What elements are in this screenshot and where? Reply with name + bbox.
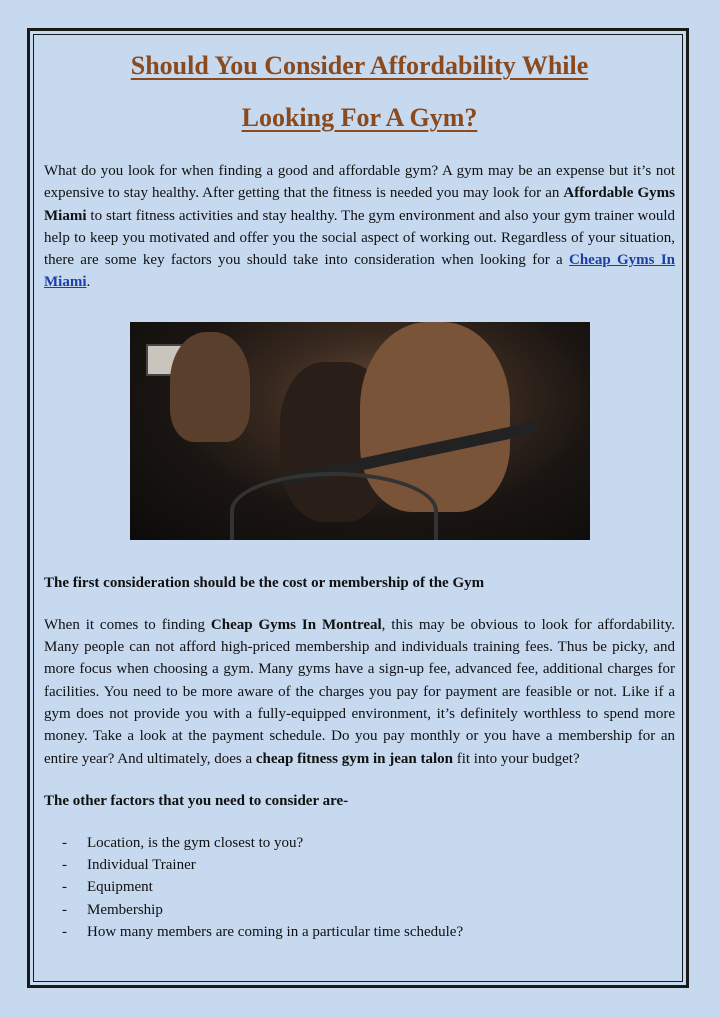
list-item-text: How many members are coming in a particular time schedule?	[87, 924, 464, 941]
list-item	[44, 921, 675, 943]
gym-cycling-photo	[130, 322, 590, 540]
cost-bold-keyword-2: cheap fitness gym in jean talon	[255, 750, 453, 767]
document-content	[44, 40, 675, 943]
photo-person-left	[170, 332, 250, 442]
photo-bike-frame	[230, 472, 438, 540]
list-dash: -	[62, 901, 67, 918]
intro-paragraph	[44, 160, 675, 294]
section-heading-other-factors: The other factors that you need to consider are-	[44, 792, 349, 809]
cost-paragraph	[44, 614, 675, 770]
cost-text-2: , this may be obvious to look for affordability. Many people can not afford high-priced membership and individuals training fees. Thus be picky, and more focus when choosing a gym. Many gyms have a sign-up fee, advanced fee, additional charges for facilities. You need to be more aware of the charges you pay for payment are feasible or not. Like if a gym does not provide you with a fully-equipped environment, it’s definitely worthless to spend more money. Take a look at the payment schedule. Do you pay monthly or you have a membership for an entire year? And ultimately, does a	[44, 616, 675, 767]
list-item	[44, 832, 675, 854]
list-dash: -	[62, 857, 67, 874]
list-dash: -	[62, 879, 67, 896]
cost-text-3: fit into your budget?	[452, 750, 580, 767]
intro-text-2: to start fitness activities and stay healthy. The gym environment and also your gym trainer would help to keep you motivated and offer you the social aspect of working out. Regardless of your situation, there are some key factors you should take into consideration when looking for a	[44, 207, 675, 269]
factors-list	[44, 832, 675, 943]
title-line-1: Should You Consider Affordability While	[130, 51, 589, 80]
title-line-2: Looking For A Gym	[241, 103, 465, 132]
list-item	[44, 854, 675, 876]
list-dash: -	[62, 924, 67, 941]
page-title	[44, 40, 675, 144]
list-item-text: Individual Trainer	[87, 857, 196, 874]
list-item	[44, 899, 675, 921]
cheap-gyms-miami-link[interactable]: Cheap Gyms In Miami	[44, 252, 675, 291]
intro-bold-keyword: Affordable Gyms Miami	[44, 185, 675, 224]
list-item	[44, 876, 675, 898]
title-question-mark: ?	[464, 103, 478, 132]
cost-bold-keyword-1: Cheap Gyms In Montreal	[210, 616, 382, 633]
list-dash: -	[62, 834, 67, 851]
cost-text-1: When it comes to finding	[44, 616, 211, 633]
list-item-text: Equipment	[87, 879, 153, 896]
list-item-text: Location, is the gym closest to you?	[87, 834, 304, 851]
intro-text-3: .	[86, 274, 91, 291]
intro-text-1: What do you look for when finding a good and affordable gym? A gym may be an expense but it’s not expensive to stay healthy. After getting that the fitness is needed you may look for an	[44, 163, 675, 202]
list-item-text: Membership	[87, 901, 163, 918]
section-heading-cost: The first consideration should be the cost or membership of the Gym	[44, 574, 485, 591]
